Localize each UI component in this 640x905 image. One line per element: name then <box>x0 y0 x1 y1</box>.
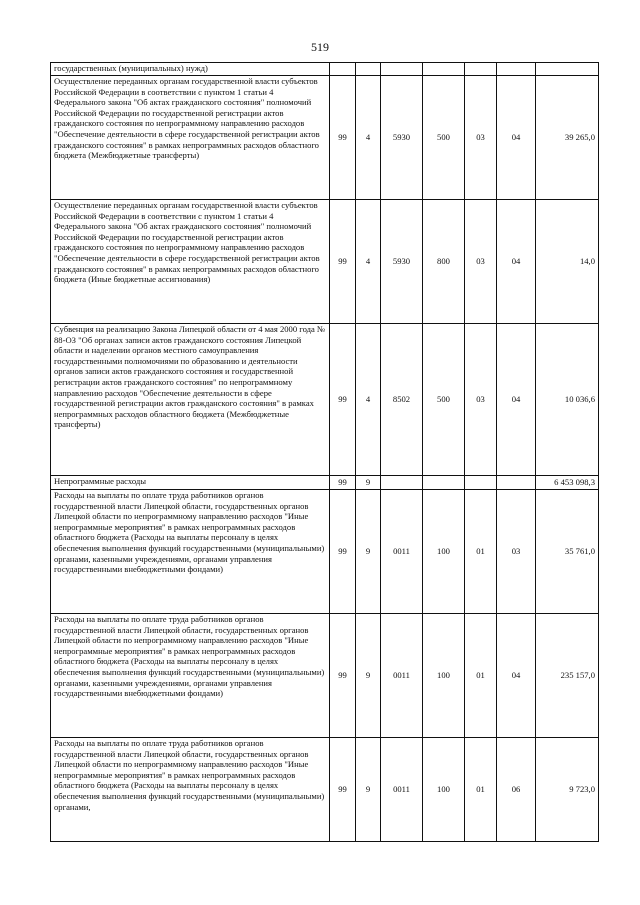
direction-code: 0011 <box>381 490 423 614</box>
amount: 235 157,0 <box>536 614 599 738</box>
amount: 39 265,0 <box>536 76 599 200</box>
amount: 6 453 098,3 <box>536 476 599 490</box>
subprogram-code: 9 <box>356 490 381 614</box>
program-code: 99 <box>330 614 356 738</box>
amount: 35 761,0 <box>536 490 599 614</box>
table-row <box>51 324 599 476</box>
subsection-code <box>497 63 536 76</box>
table-row <box>51 200 599 324</box>
section-code <box>465 63 497 76</box>
subsection-code: 04 <box>497 76 536 200</box>
page-number: 519 <box>311 40 329 54</box>
subprogram-code: 4 <box>356 200 381 324</box>
subprogram-code: 9 <box>356 738 381 842</box>
program-code: 99 <box>330 738 356 842</box>
row-description: Субвенция на реализацию Закона Липецкой области от 4 мая 2000 года № 88-ОЗ "Об органах записи актов гражданского состояния Липецкой области и наделении органов местного самоуправления государственными полномочиями по образованию и деятельности органов записи актов гражданского состояния и государственной регистрации актов гражданского состояния" по непрограммному направлению расходов "Обеспечение деятельности в сфере государственной регистрации актов гражданского состояния" в рамках непрограммных расходов областного бюджета (Межбюджетные трансферты) <box>51 324 330 476</box>
expense-type-code: 500 <box>423 324 465 476</box>
direction-code <box>381 476 423 490</box>
section-code <box>465 476 497 490</box>
subprogram-code: 9 <box>356 614 381 738</box>
subprogram-code: 4 <box>356 324 381 476</box>
subsection-code <box>497 476 536 490</box>
expense-type-code: 500 <box>423 76 465 200</box>
expense-type-code: 800 <box>423 200 465 324</box>
row-description: Осуществление переданных органам государственной власти субъектов Российской Федерации в соответствии с пунктом 1 статьи 4 Федерального закона "Об актах гражданского состояния" полномочий Российской Федерации по государственной регистрации актов гражданского состояния по непрограммному направлению расходов "Обеспечение деятельности в сфере государственной регистрации актов гражданского состояния" в рамках непрограммных расходов областного бюджета (Межбюджетные трансферты) <box>51 76 330 200</box>
budget-table <box>50 62 599 842</box>
amount: 10 036,6 <box>536 324 599 476</box>
section-code: 03 <box>465 324 497 476</box>
amount <box>536 63 599 76</box>
subprogram-code: 4 <box>356 76 381 200</box>
program-code: 99 <box>330 476 356 490</box>
program-code: 99 <box>330 490 356 614</box>
subsection-code: 04 <box>497 324 536 476</box>
section-code: 03 <box>465 200 497 324</box>
subsection-code: 03 <box>497 490 536 614</box>
direction-code: 8502 <box>381 324 423 476</box>
row-description: государственных (муниципальных) нужд) <box>51 63 330 76</box>
expense-type-code: 100 <box>423 614 465 738</box>
subsection-code: 04 <box>497 200 536 324</box>
section-code: 01 <box>465 738 497 842</box>
direction-code <box>381 63 423 76</box>
program-code: 99 <box>330 200 356 324</box>
subsection-code: 04 <box>497 614 536 738</box>
expense-type-code <box>423 476 465 490</box>
direction-code: 5930 <box>381 76 423 200</box>
row-description: Расходы на выплаты по оплате труда работников органов государственной власти Липецкой области, государственных органов Липецкой области по непрограммному направлению расходов "Иные непрограммные мероприятия" в рамках непрограммных расходов областного бюджета (Расходы на выплаты персоналу в целях обеспечения выполнения функций государственными (муниципальными) органами, <box>51 738 330 842</box>
program-code: 99 <box>330 324 356 476</box>
expense-type-code: 100 <box>423 738 465 842</box>
table-row <box>51 490 599 614</box>
expense-type-code <box>423 63 465 76</box>
direction-code: 0011 <box>381 614 423 738</box>
program-code: 99 <box>330 76 356 200</box>
amount: 9 723,0 <box>536 738 599 842</box>
expense-type-code: 100 <box>423 490 465 614</box>
table-row <box>51 738 599 842</box>
section-code: 03 <box>465 76 497 200</box>
row-description: Непрограммные расходы <box>51 476 330 490</box>
direction-code: 0011 <box>381 738 423 842</box>
subprogram-code: 9 <box>356 476 381 490</box>
row-description: Расходы на выплаты по оплате труда работников органов государственной власти Липецкой области, государственных органов Липецкой области по непрограммному направлению расходов "Иные непрограммные мероприятия" в рамках непрограммных расходов областного бюджета (Расходы на выплаты персоналу в целях обеспечения выполнения функций государственными (муниципальными) органами, казенными учреждениями, органами управления государственными внебюджетными фондами) <box>51 490 330 614</box>
section-code: 01 <box>465 490 497 614</box>
program-code <box>330 63 356 76</box>
row-description: Расходы на выплаты по оплате труда работников органов государственной власти Липецкой области, государственных органов Липецкой области по непрограммному направлению расходов "Иные непрограммные мероприятия" в рамках непрограммных расходов областного бюджета (Расходы на выплаты персоналу в целях обеспечения выполнения функций государственными (муниципальными) органами, казенными учреждениями, органами управления государственными внебюджетными фондами) <box>51 614 330 738</box>
subsection-code: 06 <box>497 738 536 842</box>
section-code: 01 <box>465 614 497 738</box>
table-row <box>51 614 599 738</box>
table-row <box>51 63 599 76</box>
amount: 14,0 <box>536 200 599 324</box>
table-row <box>51 76 599 200</box>
subprogram-code <box>356 63 381 76</box>
table-row <box>51 476 599 490</box>
row-description: Осуществление переданных органам государственной власти субъектов Российской Федерации в соответствии с пунктом 1 статьи 4 Федерального закона "Об актах гражданского состояния" полномочий Российской Федерации по государственной регистрации актов гражданского состояния по непрограммному направлению расходов "Обеспечение деятельности в сфере государственной регистрации актов гражданского состояния" в рамках непрограммных расходов областного бюджета (Иные бюджетные ассигнования) <box>51 200 330 324</box>
direction-code: 5930 <box>381 200 423 324</box>
